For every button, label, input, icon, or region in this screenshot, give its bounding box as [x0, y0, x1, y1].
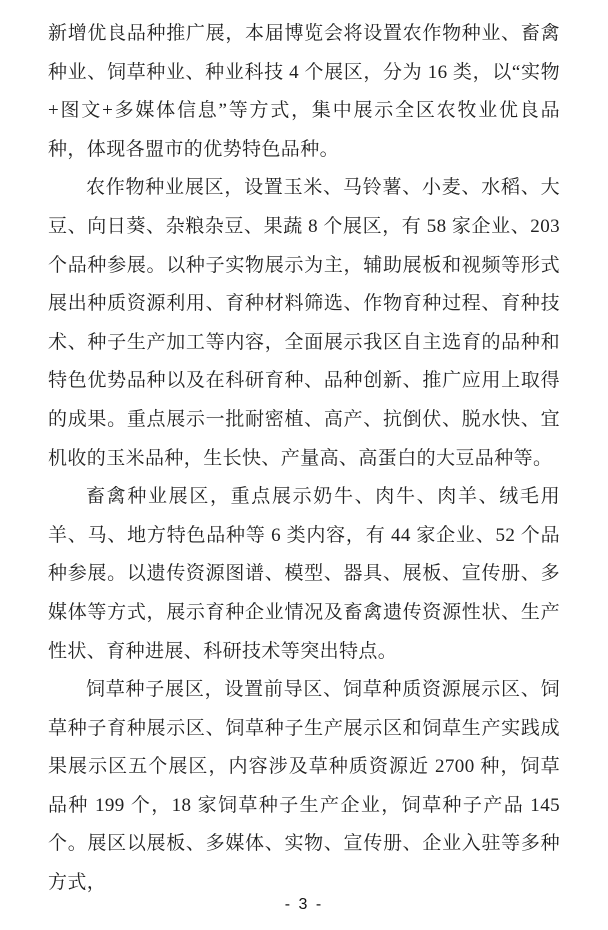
page-number: - 3 -	[284, 896, 324, 913]
body-paragraph-overview: 新增优良品种推广展，本届博览会将设置农作物种业、畜禽种业、饲草种业、种业科技 4 个展区，分为 16 类，以“实物+图文+多媒体信息”等方式，集中展示全区农牧业优良品种，体现各盟市的优势特色品种。	[48, 23, 560, 160]
body-paragraph-forage-seed-zone: 饲草种子展区，设置前导区、饲草种质资源展示区、饲草种子育种展示区、饲草种子生产展示区和饲草生产实践成果展示区五个展区，内容涉及草种质资源近 2700 种，饲草品种 199 个，18 家饲草种子生产企业，饲草种子产品 145 个。展区以展板、多媒体、实物、宣传册、企业入驻等多种方式，	[48, 679, 560, 894]
body-paragraph-livestock-seed-zone: 畜禽种业展区，重点展示奶牛、肉牛、肉羊、绒毛用羊、马、地方特色品种等 6 类内容，有 44 家企业、52 个品种参展。以遗传资源图谱、模型、器具、展板、宣传册、多媒体等方式，展示育种企业情况及畜禽遗传资源性状、生产性状、育种进展、科研技术等突出特点。	[48, 486, 560, 662]
body-paragraph-crop-seed-zone: 农作物种业展区，设置玉米、马铃薯、小麦、水稻、大豆、向日葵、杂粮杂豆、果蔬 8 个展区，有 58 家企业、203 个品种参展。以种子实物展示为主，辅助展板和视频等形式展出种质资源利用、育种材料筛选、作物育种过程、育种技术、种子生产加工等内容，全面展示我区自主选育的品种和特色优势品种以及在科研育种、品种创新、推广应用上取得的成果。重点展示一批耐密植、高产、抗倒伏、脱水快、宜机收的玉米品种，生长快、产量高、高蛋白的大豆品种等。	[48, 177, 560, 469]
